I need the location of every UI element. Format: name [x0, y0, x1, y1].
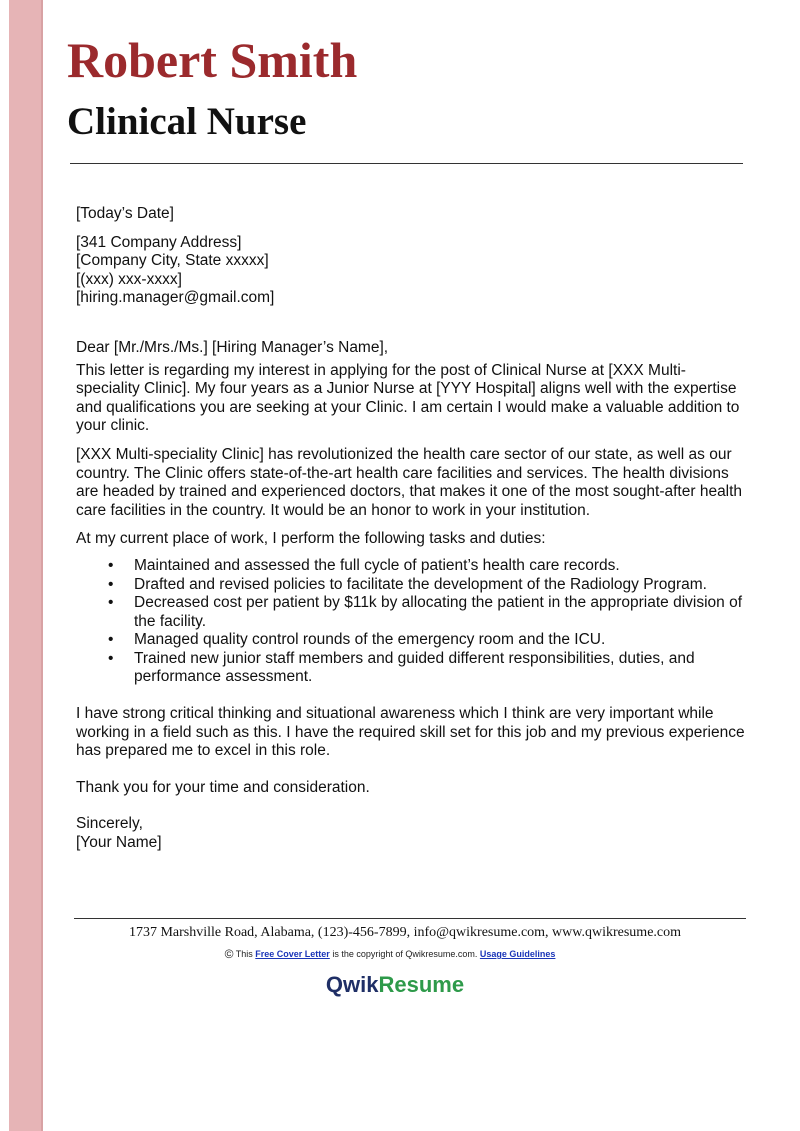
logo-text-resume: Resume: [378, 972, 465, 997]
copyright-icon: ©: [224, 947, 234, 961]
greeting: Dear [Mr./Mrs./Ms.] [Hiring Manager’s Name],: [76, 338, 389, 356]
letter-date: [Today’s Date]: [76, 205, 174, 222]
address-line: [Company City, State xxxxx]: [76, 252, 269, 270]
address-line: [(xxx) xxx-xxxx]: [76, 270, 182, 288]
thanks-line: Thank you for your time and consideration.: [76, 778, 370, 796]
footer-contact: 1737 Marshville Road, Alabama, (123)-456-7899, info@qwikresume.com, www.qwikresume.com: [128, 925, 682, 940]
copyright-notice: [0, 947, 780, 961]
address-line: [341 Company Address]: [76, 233, 242, 251]
decorative-side-bar: [9, 0, 41, 1131]
recipient-address: [76, 234, 746, 308]
signature: [Your Name]: [76, 834, 162, 852]
header-divider: [70, 163, 743, 164]
duty-item: • Drafted and revised policies to facilitate the development of the Radiology Program.: [76, 576, 746, 595]
usage-guidelines-link[interactable]: Usage Guidelines: [479, 949, 556, 959]
paragraph-skills: I have strong critical thinking and situational awareness which I think are very important while working in a field such as this. I have the required skill set for this job and my previous experience has prepared me to excel in this role.: [76, 705, 745, 760]
sign-off: Sincerely,: [76, 815, 143, 833]
duties-intro: At my current place of work, I perform the following tasks and duties:: [76, 530, 546, 548]
duties-list: [76, 557, 746, 687]
applicant-name: Robert Smith: [67, 32, 358, 88]
side-bar-edge: [41, 0, 43, 1131]
duty-item: • Trained new junior staff members and guided different responsibilities, duties, and performance assessment.: [76, 650, 746, 687]
copyright-prefix: This: [235, 949, 253, 959]
free-cover-letter-link[interactable]: Free Cover Letter: [255, 949, 330, 959]
copyright-text: is the copyright of Qwikresume.com.: [332, 949, 478, 959]
letter-body: [76, 205, 746, 853]
qwikresume-logo[interactable]: [0, 972, 790, 998]
job-title: Clinical Nurse: [67, 100, 307, 143]
duty-item: • Decreased cost per patient by $11k by allocating the patient in the appropriate division of the facility.: [76, 594, 746, 631]
duty-item: • Maintained and assessed the full cycle of patient’s health care records.: [76, 557, 746, 576]
footer-divider: [74, 918, 746, 919]
logo-text-qwik: Qwik: [325, 972, 379, 997]
paragraph-clinic: [XXX Multi-speciality Clinic] has revolutionized the health care sector of our state, as well as our country. The Clinic offers state-of-the-art health care facilities and services. The health divisions are headed by trained and experienced doctors, that makes it one of the most sought-after health care facilities in the country. It would be an honor to work in your institution.: [76, 445, 743, 519]
paragraph-intro: This letter is regarding my interest in applying for the post of Clinical Nurse at [XXX Multi-speciality Clinic]. My four years as a Junior Nurse at [YYY Hospital] aligns well with the expertise and qualifications you are seeking at your Clinic. I am certain I would make a valuable addition to your clinic.: [76, 361, 740, 435]
duty-item: • Managed quality control rounds of the emergency room and the ICU.: [76, 631, 746, 650]
address-line: [hiring.manager@gmail.com]: [76, 289, 275, 307]
